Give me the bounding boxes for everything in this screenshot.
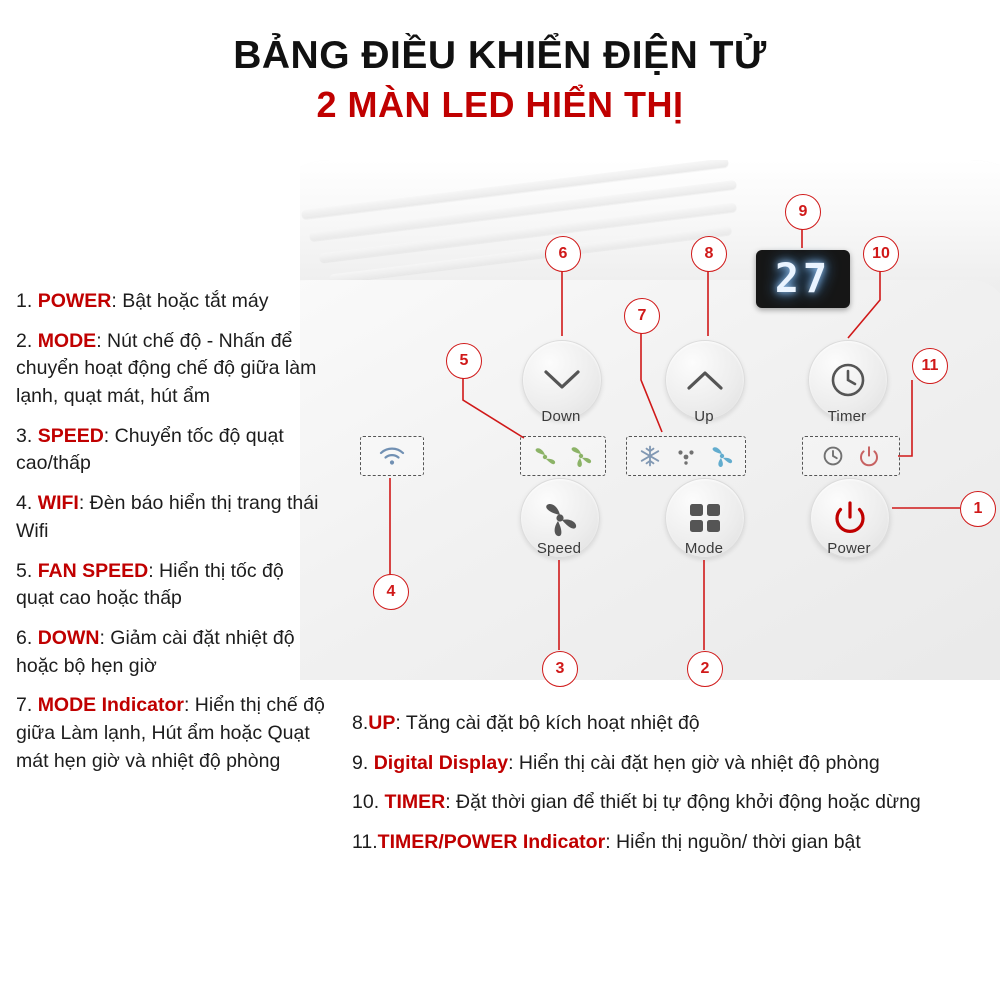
callout-8: 8 xyxy=(691,236,727,272)
chevron-up-icon xyxy=(685,367,725,393)
legend-key: UP xyxy=(368,712,396,734)
power-button-label: Power xyxy=(827,540,871,557)
dehumidify-icon xyxy=(674,444,698,468)
legend-item: 3. SPEED: Chuyển tốc độ quạt cao/thấp xyxy=(16,424,284,475)
wifi-icon xyxy=(379,446,405,466)
legend-item: 9. Digital Display: Hiển thị cài đặt hẹn giờ và nhiệt độ phòng xyxy=(352,751,880,774)
grid-icon xyxy=(686,499,724,537)
legend-item: 1. POWER: Bật hoặc tắt máy xyxy=(16,290,269,312)
legend-key: MODE xyxy=(37,329,97,352)
legend-key: POWER xyxy=(37,290,112,312)
fan-mode-icon xyxy=(710,444,734,468)
down-button-label: Down xyxy=(541,408,581,425)
fan-icon xyxy=(538,496,582,540)
legend-key: SPEED xyxy=(37,424,104,447)
legend-item: 10. TIMER: Đặt thời gian để thiết bị tự động khởi động hoặc dừng xyxy=(352,791,921,814)
mode-indicator xyxy=(626,436,746,476)
callout-1: 1 xyxy=(960,491,996,527)
clock-icon xyxy=(828,360,868,400)
callout-10: 10 xyxy=(863,236,899,272)
title-block xyxy=(0,34,1000,126)
power-icon xyxy=(830,498,870,538)
up-button-label: Up xyxy=(694,408,714,425)
callout-2: 2 xyxy=(687,651,723,687)
callout-7: 7 xyxy=(624,298,660,334)
legend-bottom xyxy=(352,710,988,869)
legend-key: FAN SPEED xyxy=(37,559,149,582)
speed-button-label: Speed xyxy=(536,540,582,557)
legend-item: 5. FAN SPEED: Hiển thị tốc độ quạt cao hoặc thấp xyxy=(16,559,284,610)
legend-left xyxy=(16,288,326,787)
callout-9: 9 xyxy=(785,194,821,230)
legend-item: 11.TIMER/POWER Indicator: Hiển thị nguồn/ thời gian bật xyxy=(352,831,861,854)
callout-5: 5 xyxy=(446,343,482,379)
legend-key: MODE Indicator xyxy=(37,694,184,717)
legend-key: DOWN xyxy=(37,626,100,649)
legend-item: 2. MODE: Nút chế độ - Nhấn để chuyển hoạt động chế độ giữa làm lạnh, quạt mát, hút ẩm xyxy=(16,329,317,408)
appliance-front-face xyxy=(300,280,1000,680)
clock-icon xyxy=(821,444,845,468)
fan-speed-indicator xyxy=(520,436,606,476)
fan-low-icon xyxy=(533,445,557,467)
legend-item: 4. WIFI: Đèn báo hiển thị trang thái Wifi xyxy=(16,492,319,542)
legend-key: Digital Display xyxy=(373,751,509,774)
legend-item: 7. MODE Indicator: Hiển thị chế độ giữa Làm lạnh, Hút ẩm hoặc Quạt mát hẹn giờ và nhiệt độ phòng xyxy=(16,694,325,772)
timer-power-indicator xyxy=(802,436,900,476)
wifi-indicator xyxy=(360,436,424,476)
callout-4: 4 xyxy=(373,574,409,610)
legend-key: WIFI xyxy=(37,492,79,515)
legend-item: 6. DOWN: Giảm cài đặt nhiệt độ hoặc bộ hẹn giờ xyxy=(16,626,295,677)
legend-key: TIMER/POWER Indicator xyxy=(377,831,606,854)
callout-3: 3 xyxy=(542,651,578,687)
callout-6: 6 xyxy=(545,236,581,272)
power-icon xyxy=(857,444,881,468)
fan-high-icon xyxy=(569,445,593,467)
page-title: BẢNG ĐIỀU KHIỂN ĐIỆN TỬ xyxy=(233,34,767,77)
digital-display-value: 27 xyxy=(774,256,832,302)
legend-item: 8.UP: Tăng cài đặt bộ kích hoạt nhiệt độ xyxy=(352,712,700,734)
snowflake-icon xyxy=(638,444,662,468)
page-subtitle: 2 MÀN LED HIỂN THỊ xyxy=(316,83,684,125)
digital-display xyxy=(756,250,850,308)
timer-button-label: Timer xyxy=(827,408,867,425)
legend-key: TIMER xyxy=(384,791,446,814)
mode-button-label: Mode xyxy=(684,540,724,557)
chevron-down-icon xyxy=(542,367,582,393)
callout-11: 11 xyxy=(912,348,948,384)
